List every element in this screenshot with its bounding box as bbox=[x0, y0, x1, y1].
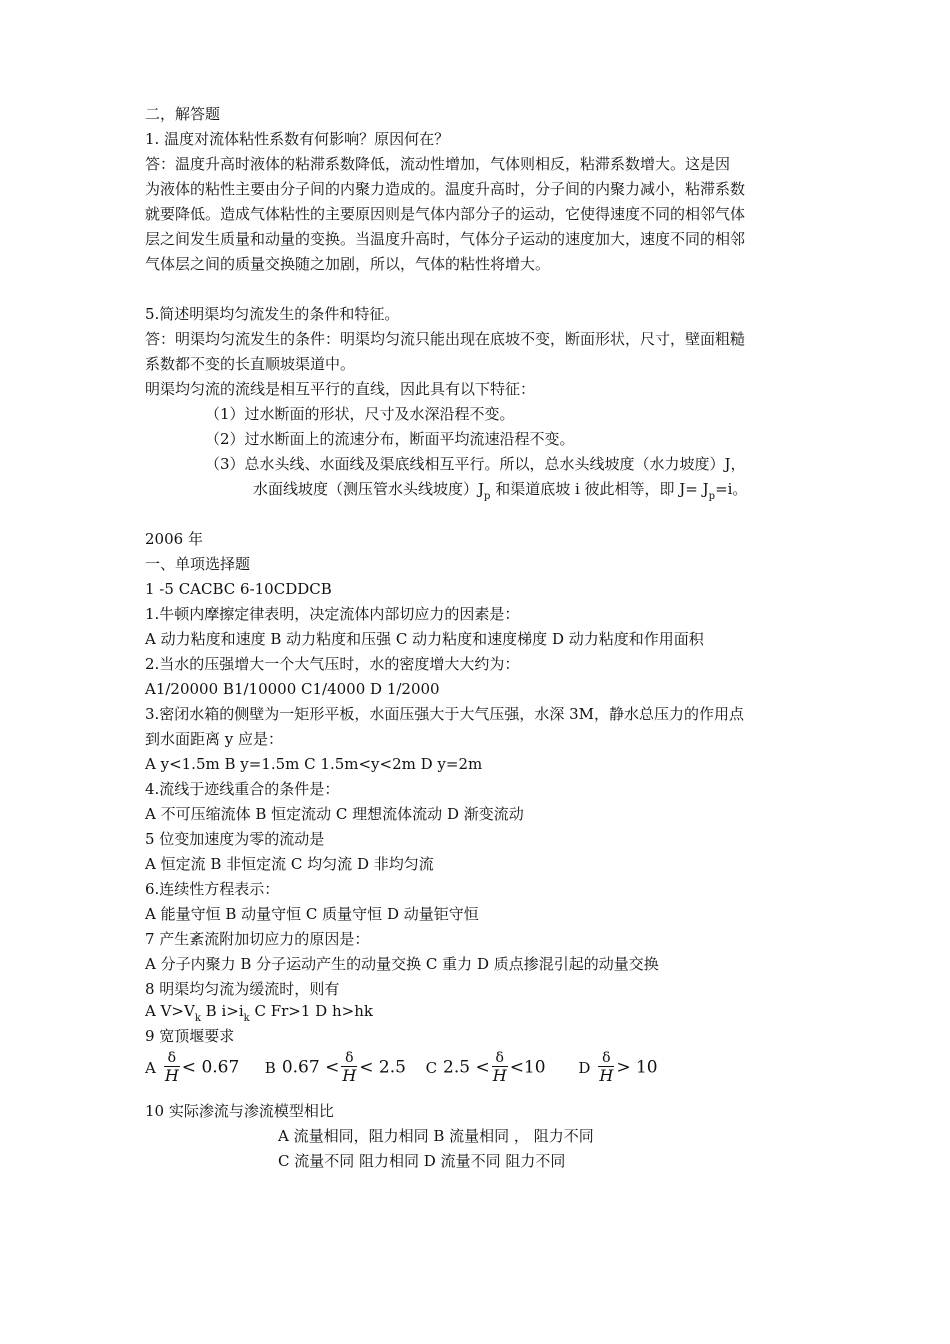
question-line: 2.当水的压强增大一个大气压时，水的密度增大大约为： bbox=[145, 655, 520, 673]
q8-option-c-d: C Fr>1 D h>hk bbox=[249, 1002, 373, 1020]
inequality-bound: < 2.5 bbox=[359, 1057, 406, 1078]
fraction bbox=[341, 1050, 357, 1085]
q5-feature-item: （3）总水头线、水面线及渠底线相互平行。所以，总水头线坡度（水力坡度）J， bbox=[205, 455, 746, 473]
subscript-k: k bbox=[194, 1013, 201, 1024]
option-label: B bbox=[264, 1058, 276, 1077]
question-options: A 恒定流 B 非恒定流 C 均匀流 D 非均匀流 bbox=[145, 855, 434, 873]
question-options: A 流量相同，阻力相同 B 流量相同 ， 阻力不同 bbox=[278, 1127, 594, 1145]
question-line: 到水面距离 y 应是： bbox=[145, 730, 284, 748]
fraction-numerator: δ bbox=[602, 1050, 611, 1066]
question-line: 5 位变加速度为零的流动是 bbox=[145, 830, 325, 848]
q9-option-a bbox=[145, 1050, 260, 1085]
q5-feature-text: 水面线坡度（测压管水头线坡度）J bbox=[253, 480, 485, 498]
question-line: 8 明渠均匀流为缓流时，则有 bbox=[145, 980, 340, 998]
inequality-bound: < 0.67 bbox=[181, 1057, 240, 1078]
q5-question: 5.简述明渠均匀流发生的条件和特征。 bbox=[145, 305, 400, 323]
fraction bbox=[598, 1050, 614, 1085]
question-line: 10 实际渗流与渗流模型相比 bbox=[145, 1102, 334, 1120]
q1-answer-line: 答：温度升高时液体的粘滞系数降低，流动性增加，气体则相反，粘滞系数增大。这是因 bbox=[145, 155, 731, 173]
question-options: A 分子内聚力 B 分子运动产生的动量交换 C 重力 D 质点掺混引起的动量交换 bbox=[145, 955, 659, 973]
fraction bbox=[492, 1050, 508, 1085]
inequality-bound: 2.5 < bbox=[443, 1057, 490, 1078]
q1-answer-line: 气体层之间的质量交换随之加剧，所以，气体的粘性将增大。 bbox=[145, 255, 551, 273]
q1-question: 1. 温度对流体粘性系数有何影响？原因何在？ bbox=[145, 130, 450, 148]
q9-options bbox=[145, 1050, 658, 1085]
question-line: 3.密闭水箱的侧壁为一矩形平板，水面压强大于大气压强，水深 3M，静水总压力的作用点 bbox=[145, 705, 744, 723]
question-options: A 不可压缩流体 B 恒定流动 C 理想流体流动 D 渐变流动 bbox=[145, 805, 524, 823]
q1-answer-line: 为液体的粘性主要由分子间的内聚力造成的。温度升高时，分子间的内聚力减小，粘滞系数 bbox=[145, 180, 746, 198]
subscript-p: p bbox=[484, 491, 491, 502]
fraction-denominator: H bbox=[164, 1066, 179, 1085]
fraction-denominator: H bbox=[599, 1066, 614, 1085]
q5-feature-continuation bbox=[253, 479, 747, 502]
inequality-bound: 0.67 < bbox=[281, 1057, 340, 1078]
q5-answer-line: 明渠均匀流的流线是相互平行的直线，因此具有以下特征： bbox=[145, 380, 536, 398]
inequality-bound: > 10 bbox=[616, 1057, 658, 1078]
q5-answer-line: 答：明渠均匀流发生的条件：明渠均匀流只能出现在底坡不变，断面形状，尺寸，壁面粗糙 bbox=[145, 330, 746, 348]
answer-key: 1 -5 CACBC 6-10CDDCB bbox=[145, 580, 332, 598]
fraction-numerator: δ bbox=[345, 1050, 354, 1066]
question-options: C 流量不同 阻力相同 D 流量不同 阻力不同 bbox=[278, 1152, 566, 1170]
option-label: D bbox=[578, 1058, 591, 1077]
q5-feature-item: （1）过水断面的形状，尺寸及水深沿程不变。 bbox=[205, 405, 515, 423]
section-title: 二，解答题 bbox=[145, 105, 221, 123]
question-options: A1/20000 B1/10000 C1/4000 D 1/2000 bbox=[145, 680, 440, 698]
q5-feature-text: =i。 bbox=[715, 480, 748, 498]
subscript-p: p bbox=[708, 491, 716, 502]
question-line: 1.牛顿内摩擦定律表明，决定流体内部切应力的因素是： bbox=[145, 605, 520, 623]
year-heading: 2006 年 bbox=[145, 530, 203, 548]
q5-feature-item: （2）过水断面上的流速分布，断面平均流速沿程不变。 bbox=[205, 430, 575, 448]
q9-option-d bbox=[578, 1050, 657, 1085]
q1-answer-line: 就要降低。造成气体粘性的主要原因则是气体内部分子的运动，它使得速度不同的相邻气体 bbox=[145, 205, 746, 223]
subscript-k: k bbox=[243, 1013, 250, 1024]
q8-options bbox=[145, 1001, 373, 1024]
q9-option-c bbox=[426, 1050, 574, 1085]
q5-feature-text: 和渠道底坡 i 彼此相等，即 J= J bbox=[490, 480, 709, 498]
fraction-numerator: δ bbox=[167, 1050, 177, 1066]
q8-option-a: A V>V bbox=[145, 1002, 195, 1020]
q8-option-b: B i>i bbox=[200, 1002, 244, 1020]
q9-option-b bbox=[265, 1050, 421, 1085]
question-line: 9 宽顶堰要求 bbox=[145, 1027, 235, 1045]
question-options: A y<1.5m B y=1.5m C 1.5m<y<2m D y=2m bbox=[145, 755, 483, 773]
question-line: 6.连续性方程表示： bbox=[145, 880, 280, 898]
option-label: C bbox=[425, 1058, 438, 1077]
question-line: 4.流线于迹线重合的条件是： bbox=[145, 780, 340, 798]
question-options: A 能量守恒 B 动量守恒 C 质量守恒 D 动量钜守恒 bbox=[145, 905, 479, 923]
fraction bbox=[164, 1050, 180, 1085]
q5-answer-line: 系数都不变的长直顺坡渠道中。 bbox=[145, 355, 356, 373]
question-line: 7 产生紊流附加切应力的原因是： bbox=[145, 930, 370, 948]
fraction-numerator: δ bbox=[495, 1050, 504, 1066]
fraction-denominator: H bbox=[492, 1066, 507, 1085]
option-label: A bbox=[145, 1058, 156, 1077]
question-options: A 动力粘度和速度 B 动力粘度和压强 C 动力粘度和速度梯度 D 动力粘度和作用面积 bbox=[145, 630, 704, 648]
inequality-bound: <10 bbox=[509, 1057, 546, 1078]
q1-answer-line: 层之间发生质量和动量的变换。当温度升高时，气体分子运动的速度加大，速度不同的相邻 bbox=[145, 230, 746, 248]
fraction-denominator: H bbox=[342, 1066, 357, 1085]
part-title: 一、单项选择题 bbox=[145, 555, 251, 573]
